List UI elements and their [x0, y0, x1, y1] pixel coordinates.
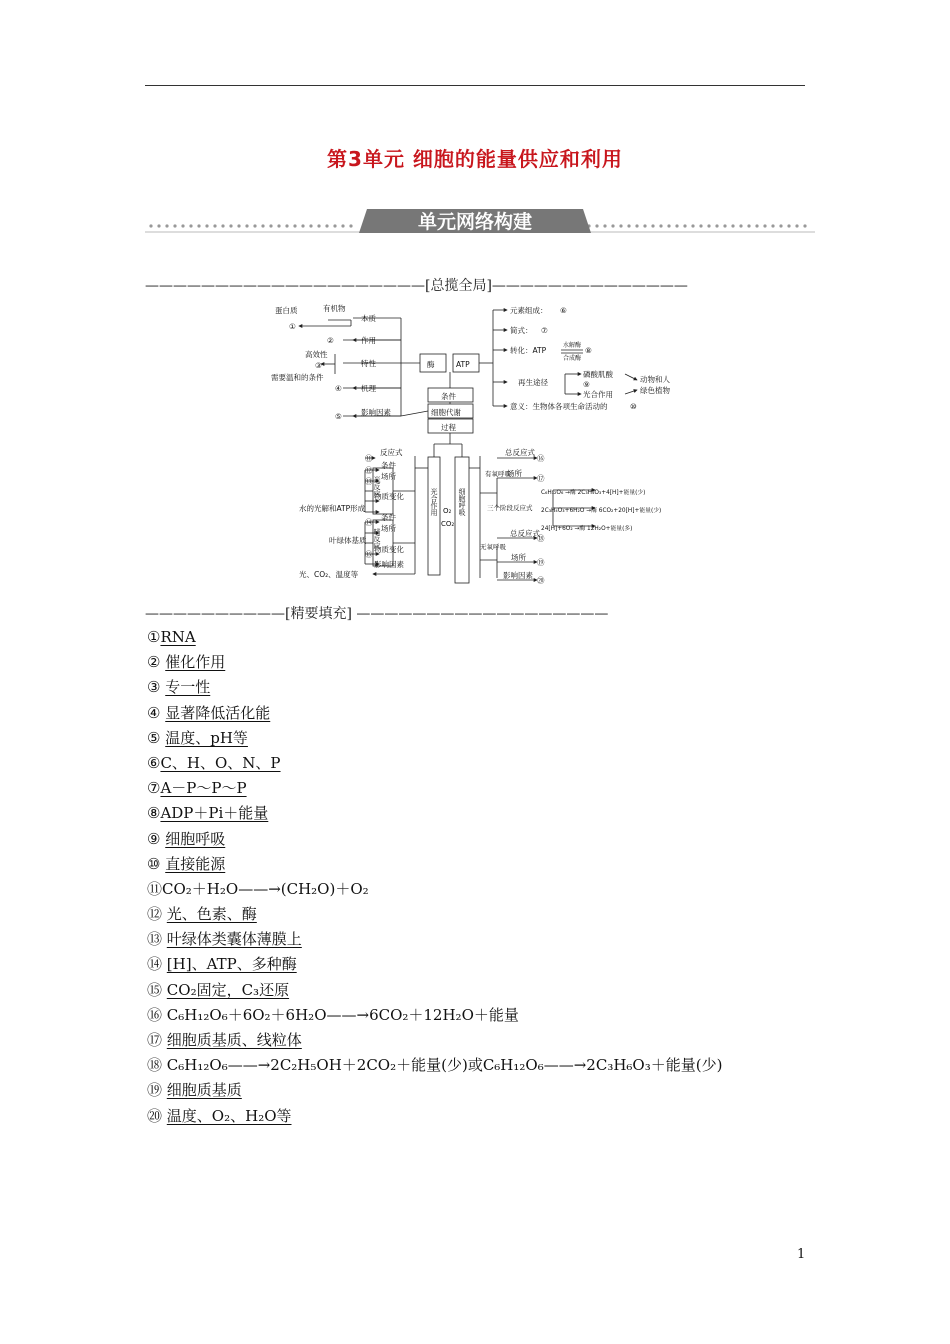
svg-text:酶: 酶 — [427, 360, 435, 369]
svg-text:①: ① — [289, 322, 296, 331]
list-item: ⑲ 细胞质基质 — [147, 1081, 242, 1100]
svg-text:简式：: 简式： — [510, 326, 533, 335]
svg-text:O₂: O₂ — [443, 507, 452, 515]
svg-text:总反应式: 总反应式 — [510, 529, 540, 538]
svg-text:③: ③ — [315, 361, 322, 370]
list-item: ⑱ C₆H₁₂O₆——→2C₂H₅OH＋2CO₂＋能量(少)或C₆H₁₂O₆——→2C₃H₆O₃＋能量(少) — [147, 1056, 723, 1075]
list-item: ⑯ C₆H₁₂O₆＋6O₂＋6H₂O——→6CO₂＋12H₂O＋能量 — [147, 1005, 519, 1024]
svg-text:光反应: 光反应 — [373, 476, 381, 497]
list-item: ⑮ CO₂固定，C₃还原 — [147, 980, 290, 999]
concept-map — [265, 298, 705, 588]
answer-list — [147, 625, 722, 1129]
svg-text:24[H]+6O₂ →酶 12H₂O+能量(多): 24[H]+6O₂ →酶 12H₂O+能量(多) — [541, 526, 633, 532]
svg-text:⑧: ⑧ — [585, 346, 592, 355]
svg-text:⑱: ⑱ — [537, 534, 545, 543]
svg-text:磷酸肌酸: 磷酸肌酸 — [583, 370, 613, 379]
svg-text:⑦: ⑦ — [541, 326, 548, 335]
svg-text:高效性: 高效性 — [305, 350, 328, 359]
svg-text:水的光解和ATP形成: 水的光解和ATP形成 — [299, 504, 366, 513]
svg-text:元素组成：: 元素组成： — [510, 306, 548, 315]
section-banner — [145, 204, 815, 238]
svg-text:三个阶段反应式: 三个阶段反应式 — [487, 504, 533, 512]
list-item: ⑭ [H]、ATP、多种酶 — [147, 955, 297, 974]
svg-text:动物和人: 动物和人 — [640, 375, 670, 384]
svg-text:⑪: ⑪ — [365, 454, 373, 463]
svg-text:需要温和的条件: 需要温和的条件 — [271, 373, 324, 382]
svg-text:机理: 机理 — [361, 384, 376, 393]
svg-text:条件: 条件 — [381, 513, 396, 522]
svg-text:细胞代谢: 细胞代谢 — [431, 408, 461, 417]
page-number: 1 — [797, 1247, 806, 1262]
svg-text:光合作用: 光合作用 — [583, 390, 613, 399]
svg-text:⑤: ⑤ — [335, 412, 342, 421]
svg-text:⑮: ⑮ — [365, 550, 373, 559]
svg-text:影响因素: 影响因素 — [374, 560, 404, 569]
svg-text:细胞呼吸: 细胞呼吸 — [458, 488, 466, 516]
svg-text:物质变化: 物质变化 — [374, 492, 404, 501]
svg-text:绿色植物: 绿色植物 — [640, 386, 670, 395]
list-item: ③ 专一性 — [147, 678, 211, 697]
svg-text:条件: 条件 — [441, 392, 456, 401]
svg-text:⑳: ⑳ — [537, 576, 545, 585]
list-item: ⑩ 直接能源 — [147, 854, 226, 873]
list-item: ⑦A－P～P～P — [147, 779, 247, 798]
svg-text:场所: 场所 — [381, 472, 396, 481]
svg-text:过程: 过程 — [441, 423, 456, 432]
svg-text:反应式: 反应式 — [380, 448, 403, 457]
list-item: ⑳ 温度、O₂、H₂O等 — [147, 1106, 292, 1125]
svg-text:⑲: ⑲ — [537, 558, 545, 567]
svg-text:本质: 本质 — [361, 314, 376, 323]
list-item: ⑬ 叶绿体类囊体薄膜上 — [147, 930, 302, 949]
svg-text:⑨: ⑨ — [583, 380, 590, 389]
svg-text:合成酶: 合成酶 — [563, 355, 582, 362]
fill-header: ——————————[精要填充] —————————————————— — [145, 606, 609, 622]
svg-text:再生途径: 再生途径 — [518, 378, 548, 387]
svg-text:ATP: ATP — [456, 360, 470, 369]
svg-text:无氧呼吸: 无氧呼吸 — [480, 543, 506, 551]
svg-text:2C₃H₄O₃+6H₂O →酶 6CO₂+20[H]+能量(: 2C₃H₄O₃+6H₂O →酶 6CO₂+20[H]+能量(少) — [541, 508, 662, 514]
list-item: ⑰ 细胞质基质、线粒体 — [147, 1031, 302, 1049]
page-title: 第3单元 细胞的能量供应和利用 — [327, 147, 623, 171]
svg-text:条件: 条件 — [381, 461, 396, 470]
svg-text:场所: 场所 — [511, 553, 526, 562]
svg-text:光、CO₂、温度等: 光、CO₂、温度等 — [299, 570, 359, 579]
header-rule — [145, 85, 805, 86]
list-item: ⑥C、H、O、N、P — [147, 753, 281, 772]
svg-text:④: ④ — [335, 384, 342, 393]
svg-text:影响因素: 影响因素 — [361, 408, 391, 417]
list-item: ⑫ 光、色素、酶 — [147, 905, 257, 924]
svg-text:有机物: 有机物 — [323, 304, 346, 313]
svg-text:场所: 场所 — [381, 524, 396, 533]
list-item: ⑨ 细胞呼吸 — [147, 829, 226, 848]
svg-text:⑩: ⑩ — [630, 402, 637, 411]
svg-text:有氧呼吸: 有氧呼吸 — [485, 470, 511, 478]
svg-text:转化：ATP: 转化：ATP — [510, 346, 547, 355]
svg-text:光合作用: 光合作用 — [430, 488, 438, 516]
list-item: ④ 显著降低活化能 — [147, 703, 271, 722]
svg-text:物质变化: 物质变化 — [374, 545, 404, 554]
list-item: ⑤ 温度、pH等 — [147, 728, 248, 747]
svg-text:⑬: ⑬ — [365, 477, 373, 486]
svg-text:C₆H₁₂O₆ →酶 2C₃H₄O₃+4[H]+能量(少): C₆H₁₂O₆ →酶 2C₃H₄O₃+4[H]+能量(少) — [541, 490, 646, 496]
svg-text:水解酶: 水解酶 — [563, 342, 582, 349]
svg-text:⑭: ⑭ — [365, 518, 373, 527]
overview-header: ————————————————————[总揽全局]—————————————— — [145, 278, 688, 294]
svg-text:叶绿体基质: 叶绿体基质 — [329, 536, 367, 545]
svg-text:影响因素: 影响因素 — [503, 571, 533, 580]
svg-text:蛋白质: 蛋白质 — [275, 306, 298, 315]
svg-text:⑯: ⑯ — [537, 454, 545, 463]
list-item: ② 催化作用 — [147, 653, 226, 672]
svg-text:CO₂: CO₂ — [441, 520, 455, 528]
svg-text:单元网络构建: 单元网络构建 — [417, 211, 533, 233]
list-item: ⑪CO₂＋H₂O——→(CH₂O)＋O₂ — [147, 879, 369, 898]
svg-text:场所: 场所 — [507, 469, 522, 478]
list-item: ①RNA — [147, 628, 196, 646]
svg-text:⑥: ⑥ — [560, 306, 567, 315]
svg-text:作用: 作用 — [361, 336, 376, 345]
svg-text:⑫: ⑫ — [365, 466, 373, 475]
svg-text:特性: 特性 — [361, 359, 376, 368]
list-item: ⑧ADP＋Pi＋能量 — [147, 804, 269, 823]
svg-text:暗反应: 暗反应 — [373, 528, 381, 549]
svg-text:⑰: ⑰ — [537, 474, 545, 483]
svg-text:②: ② — [327, 336, 334, 345]
svg-text:意义：生物体各项生命活动的: 意义：生物体各项生命活动的 — [510, 402, 608, 411]
svg-text:总反应式: 总反应式 — [505, 448, 535, 457]
